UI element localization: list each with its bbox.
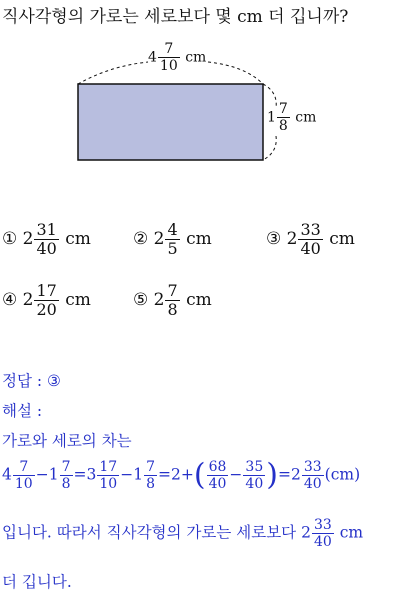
eq-g-num: 33 [303, 459, 322, 475]
option-1-marker: ① [2, 229, 18, 249]
eq-a-den: 10 [14, 476, 33, 492]
rectangle-shape [78, 84, 263, 160]
height-dashed-arc-bottom [263, 136, 276, 160]
eq-minus-3: − [229, 465, 243, 484]
eq-b-whole: 1 [48, 465, 59, 484]
option-5-unit: cm [186, 290, 212, 310]
eq-f-num: 35 [245, 459, 264, 475]
option-5-whole: 2 [153, 290, 165, 310]
solution-equation [2, 457, 361, 493]
option-4-whole: 2 [22, 290, 34, 310]
option-5[interactable] [133, 283, 212, 318]
eq-equals-3: = [277, 465, 291, 484]
eq-g-whole: 2 [290, 465, 301, 484]
option-1-whole: 2 [22, 229, 34, 249]
option-5-marker: ⑤ [133, 290, 149, 310]
width-fraction [158, 42, 180, 73]
line3-fraction [312, 518, 334, 549]
option-1-fraction [34, 222, 58, 257]
width-numerator: 7 [164, 41, 174, 57]
explanation-label: 해설 : [2, 402, 43, 420]
option-3[interactable] [266, 222, 355, 257]
eq-d-den: 8 [146, 476, 155, 492]
line3-text: 입니다. 따라서 직사각형의 가로는 세로보다 [2, 523, 297, 542]
line3-num: 33 [313, 517, 332, 533]
rectangle-figure [0, 0, 400, 200]
explanation-line-1: 가로와 세로의 차는 [2, 432, 132, 450]
height-label [267, 102, 316, 133]
option-1-denominator: 40 [36, 239, 57, 258]
eq-f-fraction [243, 460, 265, 491]
option-2[interactable] [133, 222, 212, 257]
option-5-numerator: 7 [167, 281, 178, 300]
height-denominator: 8 [278, 118, 288, 134]
eq-e-fraction [207, 460, 229, 491]
eq-minus-2: − [120, 465, 134, 484]
option-2-unit: cm [186, 229, 212, 249]
line3-unit: cm [339, 523, 364, 542]
option-3-denominator: 40 [300, 239, 321, 258]
width-denominator: 10 [159, 58, 178, 74]
option-3-numerator: 33 [300, 220, 321, 239]
line3-den: 40 [313, 534, 332, 550]
eq-c-num: 17 [99, 459, 118, 475]
option-4-numerator: 17 [36, 281, 57, 300]
eq-a-num: 7 [19, 459, 29, 475]
width-label [148, 42, 206, 73]
height-numerator: 7 [278, 101, 288, 117]
option-4-unit: cm [65, 290, 91, 310]
height-unit: cm [295, 109, 317, 126]
option-1-numerator: 31 [36, 220, 57, 239]
eq-open-paren: ( [193, 457, 206, 493]
height-whole: 1 [267, 109, 276, 126]
eq-b-num: 7 [61, 459, 71, 475]
question-text: 직사각형의 가로는 세로보다 몇 cm 더 깁니까? [2, 7, 349, 27]
eq-g-den: 40 [303, 476, 322, 492]
option-4-denominator: 20 [36, 300, 57, 319]
eq-d-whole: 1 [133, 465, 144, 484]
line3-whole: 2 [301, 523, 311, 542]
explanation-line-3 [2, 518, 363, 549]
eq-e-num: 68 [208, 459, 227, 475]
width-dashed-arc-right [208, 62, 263, 84]
eq-b-fraction [60, 460, 73, 491]
eq-g-fraction [302, 460, 324, 491]
eq-equals-1: = [73, 465, 87, 484]
option-2-fraction [165, 222, 179, 257]
answer-label: 정답 : [2, 372, 43, 390]
option-1-unit: cm [65, 229, 91, 249]
width-whole: 4 [148, 49, 157, 66]
option-3-marker: ③ [266, 229, 282, 249]
answer-line [2, 369, 61, 391]
eq-b-den: 8 [61, 476, 71, 492]
answer-value: ③ [47, 372, 61, 390]
option-2-marker: ② [133, 229, 149, 249]
option-1[interactable] [2, 222, 91, 257]
eq-a-whole: 4 [2, 465, 12, 484]
option-4-marker: ④ [2, 290, 18, 310]
eq-c-fraction [97, 460, 119, 491]
option-2-whole: 2 [153, 229, 165, 249]
eq-d-num: 7 [146, 459, 155, 475]
option-4[interactable] [2, 283, 91, 318]
eq-equals-2: = [158, 465, 171, 484]
eq-c-den: 10 [99, 476, 118, 492]
eq-a-fraction [13, 460, 35, 491]
explanation-line-4: 더 깁니다. [2, 573, 72, 591]
option-3-whole: 2 [286, 229, 298, 249]
eq-e-den: 40 [208, 476, 227, 492]
option-3-unit: cm [329, 229, 355, 249]
option-3-fraction [298, 222, 322, 257]
option-4-fraction [34, 283, 58, 318]
width-unit: cm [185, 49, 207, 66]
width-dashed-arc-left [78, 62, 148, 84]
eq-unit: (cm) [324, 465, 361, 484]
eq-c-whole: 3 [86, 465, 97, 484]
option-5-fraction [165, 283, 179, 318]
option-2-numerator: 4 [167, 220, 178, 239]
height-fraction [277, 102, 290, 133]
eq-d-fraction [144, 460, 157, 491]
option-2-denominator: 5 [167, 239, 178, 258]
eq-close-paren: ) [266, 457, 278, 493]
eq-f-den: 40 [245, 476, 264, 492]
option-5-denominator: 8 [167, 300, 178, 319]
eq-minus-1: − [35, 465, 49, 484]
eq-two-plus: 2+ [171, 465, 194, 484]
